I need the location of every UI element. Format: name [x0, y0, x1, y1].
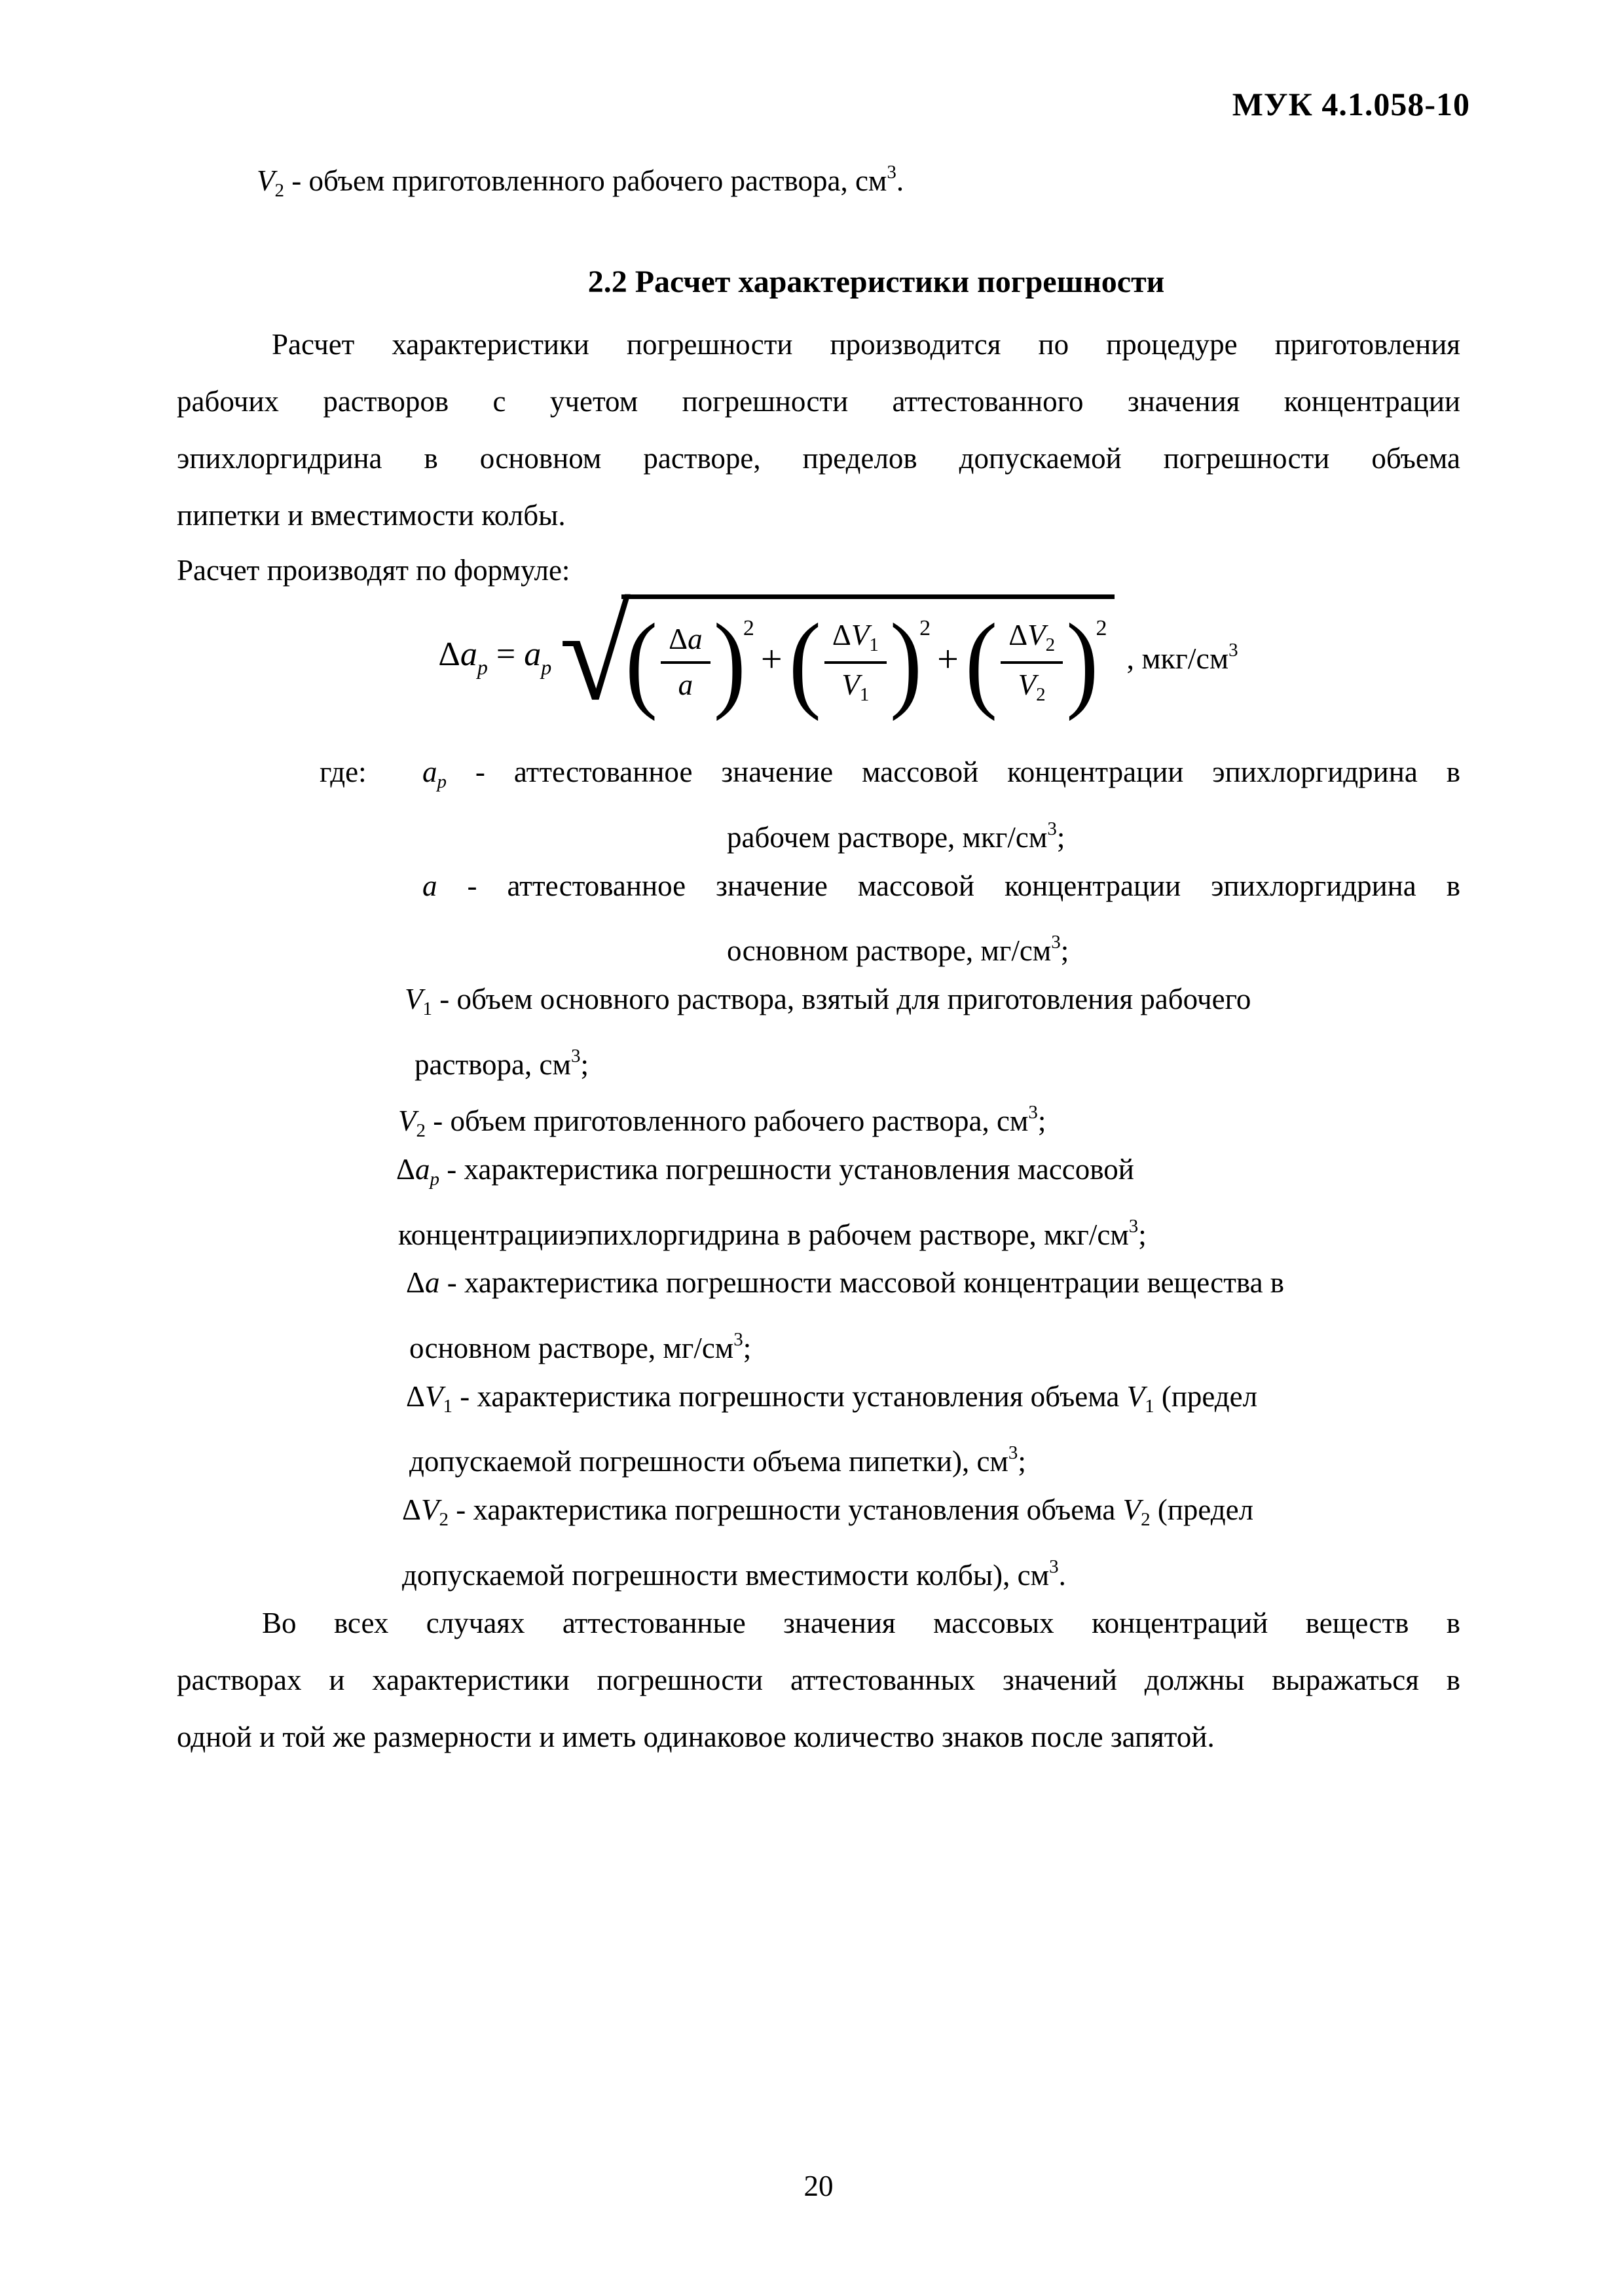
definition-line: допускаемой погрешности объема пипетки), $см^3$;	[409, 1442, 1026, 1478]
definition-line: Δa - характеристика погрешности массовой концентрации вещества в	[406, 1266, 1285, 1299]
error-formula	[177, 581, 1480, 728]
definition-line: рабочем растворе, мкг/$см^3$;	[727, 818, 1065, 854]
closing-line3: одной и той же размерности и иметь одинаковое количество знаков после запятой.	[177, 1721, 1215, 1753]
formula-intro: Расчет производят по формуле:	[177, 554, 570, 587]
fraction-delta-v1	[824, 618, 887, 706]
fraction-delta-v2	[1001, 618, 1063, 706]
radicand	[621, 594, 1115, 721]
definition-line: a - аттестованное значение массовой концентрации эпихлоргидрина в	[422, 869, 1460, 902]
fraction-numerator: $\Delta V_1$	[824, 618, 887, 664]
page-number: 20	[803, 2170, 834, 2202]
exponent: 2	[1096, 615, 1107, 640]
open-paren: (	[965, 601, 998, 722]
formula-lhs: $\Delta a_p = a_p$	[438, 636, 552, 679]
closing-line2: растворах и характеристики погрешности аттестованных значений должны выражаться в	[177, 1664, 1460, 1696]
section-heading: 2.2 Расчет характеристики погрешности	[587, 264, 1165, 299]
definition-line: концентрацииэпихлоргидрина в рабочем растворе, мкг/$см^3$;	[398, 1216, 1147, 1251]
square-root	[559, 581, 1115, 728]
para1-line4: пипетки и вместимости колбы.	[177, 499, 566, 532]
definition-line: $V_1$ - объем основного раствора, взятый для приготовления рабочего	[405, 983, 1251, 1019]
formula-units: , мкг/$см^3$	[1126, 639, 1238, 675]
closing-line1: Во всех случаях аттестованные значения массовых концентраций веществ в	[262, 1607, 1460, 1639]
exponent: 2	[919, 615, 931, 640]
doc-code: МУК 4.1.058-10	[1232, 86, 1470, 122]
open-paren: (	[625, 601, 658, 722]
fraction-denominator: a	[678, 668, 693, 701]
fraction-numerator: $\Delta V_2$	[1001, 618, 1063, 664]
radical-sign: √	[559, 581, 631, 728]
definition-line: $a_p$ - аттестованное значение массовой концентрации эпихлоргидрина в	[422, 756, 1460, 792]
intro-line: $V_2$ - объем приготовленного рабочего раствора, $см^3$.	[257, 162, 904, 201]
close-paren: )	[713, 601, 746, 722]
definition-line: $V_2$ - объем приготовленного рабочего раствора, $см^3$;	[398, 1102, 1046, 1141]
fraction-delta-a	[661, 622, 710, 702]
formula-term-3	[965, 601, 1107, 722]
plus-sign: +	[937, 638, 959, 680]
para1-line1: Расчет характеристики погрешности производится по процедуре приготовления	[272, 328, 1460, 361]
definition-line: $\Delta V_2$ - характеристика погрешности установления объема $V_2$ (предел	[402, 1493, 1254, 1530]
definition-line: $\Delta a_p$ - характеристика погрешности установления массовой	[396, 1153, 1134, 1190]
open-paren: (	[788, 601, 821, 722]
para1-line2: рабочих растворов с учетом погрешности аттестованного значения концентрации	[177, 385, 1460, 418]
plus-sign: +	[760, 638, 783, 680]
formula-term-2	[788, 601, 931, 722]
definition-line: $\Delta V_1$ - характеристика погрешности установления объема $V_1$ (предел	[406, 1380, 1258, 1417]
definition-line: раствора, $см^3$;	[415, 1046, 589, 1081]
fraction-numerator: Δa	[661, 622, 710, 664]
definition-line: основном растворе, $мг/см^3$;	[727, 932, 1069, 967]
definition-line: основном растворе, $мг/см^3$;	[409, 1329, 752, 1364]
formula-term-1	[625, 601, 754, 722]
close-paren: )	[889, 601, 923, 722]
close-paren: )	[1066, 601, 1099, 722]
where-label: где:	[320, 756, 367, 788]
fraction-denominator: $V_2$	[1018, 668, 1046, 705]
fraction-denominator: $V_1$	[841, 668, 870, 705]
exponent: 2	[743, 615, 754, 640]
definition-line: допускаемой погрешности вместимости колбы), $см^3$.	[402, 1556, 1066, 1592]
para1-line3: эпихлоргидрина в основном растворе, пределов допускаемой погрешности объема	[177, 442, 1460, 475]
